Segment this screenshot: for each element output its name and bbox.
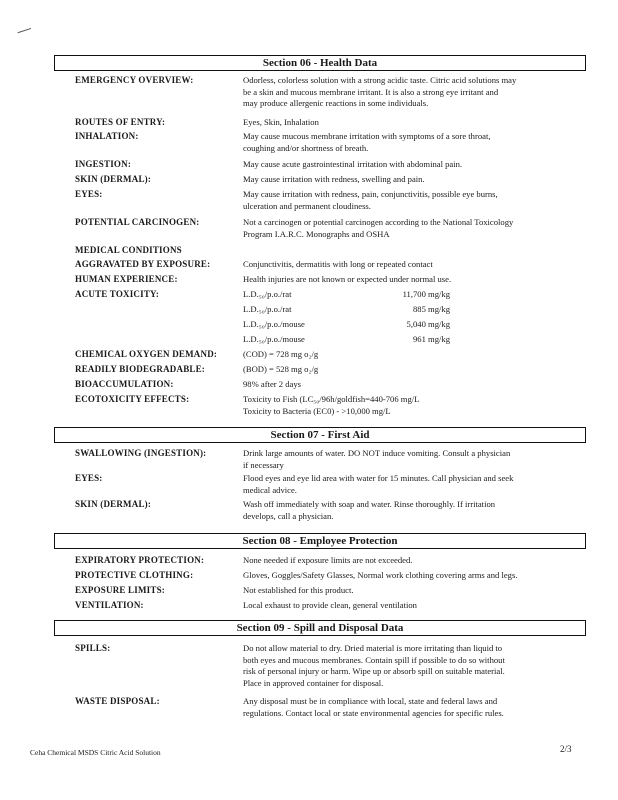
value-waste-disposal: [243, 696, 578, 719]
text-line: None needed if exposure limits are not exceeded.: [243, 555, 413, 565]
tox-value: 885 mg/kg: [412, 304, 450, 314]
value-ventilation: [243, 600, 578, 612]
text-line: Local exhaust to provide clean, general ventilation: [243, 600, 417, 610]
text-line: risk of personal injury or harm. Wipe up or absorb spill on suitable material.: [243, 666, 505, 676]
tox-route: L.D.₅₀/p.o./mouse: [243, 319, 305, 329]
tox-value: 11,700 mg/kg: [402, 289, 450, 299]
value-swallowing: [243, 448, 578, 471]
value-aggravated-by-exposure: [243, 259, 578, 271]
label-emergency-overview: EMERGENCY OVERVIEW:: [75, 75, 194, 85]
section-07-header: Section 07 - First Aid: [54, 427, 586, 443]
section-09-header: Section 09 - Spill and Disposal Data: [54, 620, 586, 636]
text-line: be a skin and mucous membrane irritant. It is also a strong eye irritant and: [243, 86, 499, 97]
text-line: Toxicity to Bacteria (EC0) - >10,000 mg/L: [243, 405, 391, 416]
tox-route: L.D.₅₀/p.o./mouse: [243, 334, 305, 344]
text-line: Do not allow material to dry. Dried material is more irritating than liquid to: [243, 643, 503, 653]
text-line: (COD) = 728 mg o₂/g: [243, 349, 319, 359]
text-line: Health injuries are not known or expected under normal use.: [243, 274, 452, 284]
text-line: Any disposal must be in compliance with local, state and federal laws and: [243, 696, 498, 706]
text-line: Place in approved container for disposal.: [243, 677, 384, 688]
text-line: May cause irritation with redness, pain, conjunctivitis, possible eye burns,: [243, 189, 498, 199]
text-line: regulations. Contact local or state environmental agencies for specific rules.: [243, 707, 504, 718]
label-potential-carcinogen: POTENTIAL CARCINOGEN:: [75, 217, 200, 227]
value-spills: [243, 643, 578, 689]
text-line: Not established for this product.: [243, 585, 354, 595]
label-skin-dermal: SKIN (DERMAL):: [75, 174, 152, 184]
value-inhalation: [243, 131, 578, 154]
label-eyes: EYES:: [75, 189, 103, 199]
label-bioaccumulation: BIOACCUMULATION:: [75, 379, 174, 389]
text-line: Gloves, Goggles/Safety Glasses, Normal work clothing covering arms and legs.: [243, 570, 518, 580]
value-skin-dermal: [243, 174, 578, 186]
tox-route: L.D.₅₀/p.o./rat: [243, 304, 292, 314]
label-inhalation: INHALATION:: [75, 131, 139, 141]
value-ecotoxicity-effects: [243, 394, 578, 417]
text-line: May cause irritation with redness, swelling and pain.: [243, 174, 425, 184]
label-ventilation: VENTILATION:: [75, 600, 144, 610]
text-line: develops, call a physician.: [243, 510, 334, 521]
text-line: Conjunctivitis, dermatitis with long or repeated contact: [243, 259, 433, 269]
text-line: Toxicity to Fish (LC₅₀/96h/goldfish=440-706 mg/L: [243, 394, 420, 404]
value-exposure-limits: [243, 585, 578, 597]
label-protective-clothing: PROTECTIVE CLOTHING:: [75, 570, 194, 580]
tox-value: 5,040 mg/kg: [406, 319, 450, 329]
value-emergency-overview: [243, 75, 578, 110]
text-line: ulceration and permanent cloudiness.: [243, 200, 371, 211]
value-protective-clothing: [243, 570, 578, 582]
value-first-aid-eyes: [243, 473, 578, 496]
tox-route: L.D.₅₀/p.o./rat: [243, 289, 292, 299]
value-ingestion: [243, 159, 578, 171]
value-readily-biodegradable: [243, 364, 578, 376]
tox-value: 961 mg/kg: [412, 334, 450, 344]
text-line: Eyes, Skin, Inhalation: [243, 117, 319, 127]
value-first-aid-skin: [243, 499, 578, 522]
scan-artifact: [18, 28, 33, 37]
text-line: Flood eyes and eye lid area with water for 15 minutes. Call physician and seek: [243, 473, 514, 483]
footer-page-number: 2/3: [560, 744, 572, 754]
value-expiratory-protection: [243, 555, 578, 567]
text-line: May cause acute gastrointestinal irritation with abdominal pain.: [243, 159, 463, 169]
text-line: May cause mucous membrane irritation with symptoms of a sore throat,: [243, 131, 491, 141]
label-waste-disposal: WASTE DISPOSAL:: [75, 696, 160, 706]
text-line: Wash off immediately with soap and water. Rinse thoroughly. If irritation: [243, 499, 496, 509]
label-first-aid-eyes: EYES:: [75, 473, 103, 483]
text-line: Drink large amounts of water. DO NOT induce vomiting. Consult a physician: [243, 448, 511, 458]
label-ingestion: INGESTION:: [75, 159, 132, 169]
text-line: may produce allergenic reactions in some individuals.: [243, 98, 429, 108]
value-human-experience: [243, 274, 578, 286]
text-line: Program I.A.R.C. Monographs and OSHA: [243, 228, 390, 239]
text-line: coughing and/or shortness of breath.: [243, 142, 369, 153]
value-potential-carcinogen: [243, 217, 578, 240]
section-06-header: Section 06 - Health Data: [54, 55, 586, 71]
text-line: Not a carcinogen or potential carcinogen according to the National Toxicology: [243, 217, 514, 227]
text-line: if necessary: [243, 459, 284, 470]
label-swallowing: SWALLOWING (INGESTION):: [75, 448, 207, 458]
text-line: (BOD) = 528 mg o₂/g: [243, 364, 319, 374]
label-readily-biodegradable: READILY BIODEGRADABLE:: [75, 364, 206, 374]
label-first-aid-skin: SKIN (DERMAL):: [75, 499, 152, 509]
value-bioaccumulation: [243, 379, 578, 391]
footer-document-title: Ceha Chemical MSDS Citric Acid Solution: [30, 748, 161, 757]
text-line: medical advice.: [243, 484, 297, 495]
label-human-experience: HUMAN EXPERIENCE:: [75, 274, 178, 284]
text-line: both eyes and mucous membranes. Contain spill if possible to do so without: [243, 654, 505, 665]
text-line: Odorless, colorless solution with a strong acidic taste. Citric acid solutions may: [243, 75, 517, 85]
label-expiratory-protection: EXPIRATORY PROTECTION:: [75, 555, 205, 565]
label-routes-of-entry: ROUTES OF ENTRY:: [75, 117, 166, 127]
value-chemical-oxygen-demand: [243, 349, 578, 361]
label-medical-conditions: MEDICAL CONDITIONS: [75, 245, 182, 255]
label-acute-toxicity: ACUTE TOXICITY:: [75, 289, 160, 299]
label-exposure-limits: EXPOSURE LIMITS:: [75, 585, 165, 595]
text-line: 98% after 2 days: [243, 379, 301, 389]
label-aggravated-by-exposure: AGGRAVATED BY EXPOSURE:: [75, 259, 211, 269]
label-spills: SPILLS:: [75, 643, 111, 653]
value-routes-of-entry: [243, 117, 578, 129]
section-08-header: Section 08 - Employee Protection: [54, 533, 586, 549]
label-ecotoxicity-effects: ECOTOXICITY EFFECTS:: [75, 394, 190, 404]
value-eyes: [243, 189, 578, 212]
label-chemical-oxygen-demand: CHEMICAL OXYGEN DEMAND:: [75, 349, 218, 359]
